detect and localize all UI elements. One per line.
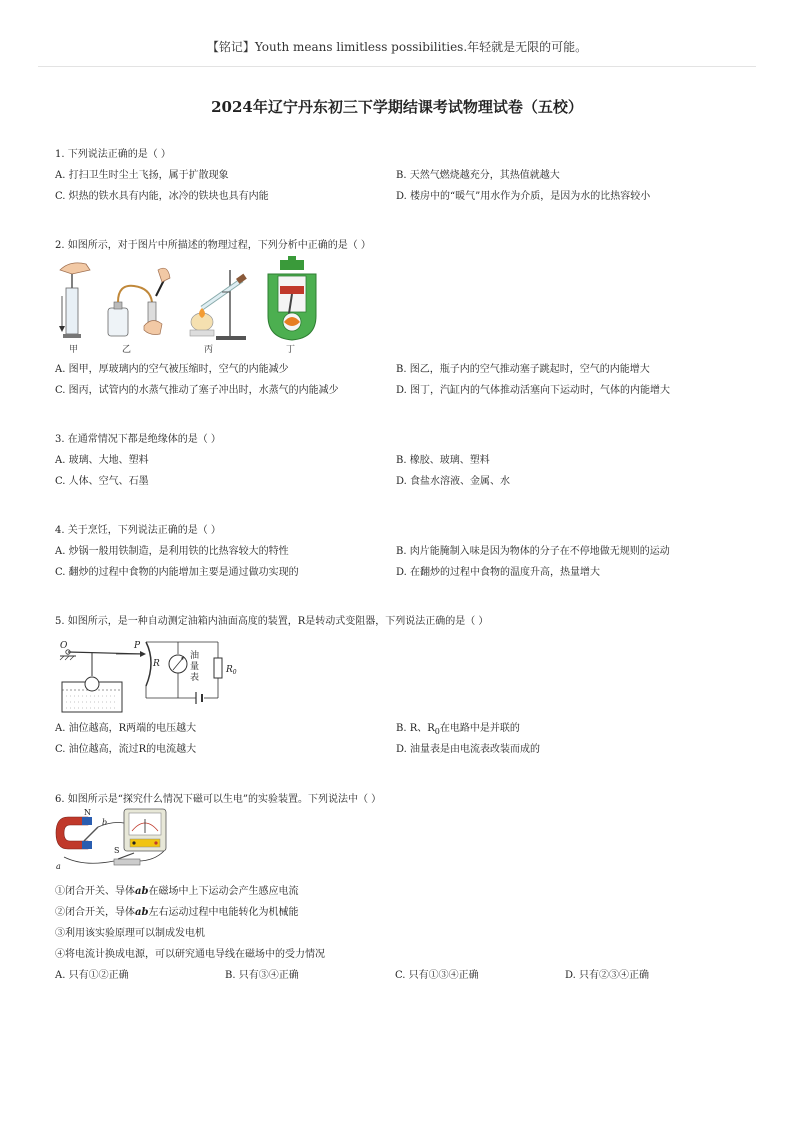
fig6-label-b: b [102, 818, 108, 827]
q6-option-a[interactable]: A. 只有①②正确 [55, 970, 129, 981]
q6-option-b[interactable]: B. 只有③④正确 [225, 970, 299, 981]
figure-bing-test-tube [190, 270, 247, 340]
q6-statement-4: ④将电流计换成电源，可以研究通电导线在磁场中的受力情况 [55, 949, 325, 960]
q2-option-c[interactable]: C. 图丙，试管内的水蒸气推动了塞子冲出时，水蒸气的内能减少 [55, 385, 339, 396]
q6-statement-2: ②闭合开关，导体ab左右运动过程中电能转化为机械能 [55, 907, 299, 918]
figure-label-bing: 丙 [204, 345, 214, 355]
q1-option-a[interactable]: A. 打扫卫生时尘土飞扬，属于扩散现象 [55, 170, 229, 181]
fig6-label-n: N [84, 808, 91, 817]
q6-option-c[interactable]: C. 只有①③④正确 [395, 970, 479, 981]
q2-option-b[interactable]: B. 图乙，瓶子内的空气推动塞子跳起时，空气的内能增大 [396, 364, 650, 375]
q5-option-c[interactable]: C. 油位越高，流过R的电流越大 [55, 744, 197, 755]
fig5-meter-char-1: 油 [190, 651, 200, 661]
question-3-stem: 3. 在通常情况下都是绝缘体的是（ ） [55, 434, 221, 445]
fig5-label-o: O [60, 641, 68, 651]
q1-option-b[interactable]: B. 天然气燃烧越充分，其热值就越大 [396, 170, 560, 181]
fig5-label-p: P [134, 641, 141, 651]
q6-figure-induction-setup [54, 807, 194, 873]
q1-option-d[interactable]: D. 楼房中的“暖气”用水作为介质，是因为水的比热容较小 [396, 191, 651, 202]
fig6-label-a: a [56, 862, 61, 871]
q1-option-c[interactable]: C. 炽热的铁水具有内能，冰冷的铁块也具有内能 [55, 191, 269, 202]
fig6-label-s: S [114, 846, 120, 855]
fig5-meter-char-2: 量 [190, 662, 200, 672]
figure-label-yi: 乙 [122, 345, 132, 355]
figure-jia-compression-tube [59, 263, 90, 338]
q2-option-a[interactable]: A. 图甲，厚玻璃内的空气被压缩时，空气的内能减少 [55, 364, 289, 375]
q4-option-c[interactable]: C. 翻炒的过程中食物的内能增加主要是通过做功实现的 [55, 567, 299, 578]
fig5-label-r0: $R_0$ [226, 665, 237, 676]
figure-yi-bottle-pump [108, 268, 170, 336]
question-6-stem: 6. 如图所示是“探究什么情况下磁可以生电”的实验装置。下列说法中（ ） [55, 794, 382, 805]
question-2-stem: 2. 如图所示，对于图片中所描述的物理过程，下列分析中正确的是（ ） [55, 240, 371, 251]
q2-option-d[interactable]: D. 图丁，汽缸内的气体推动活塞向下运动时，气体的内能增大 [396, 385, 671, 396]
q6-statement-3: ③利用该实验原理可以制成发电机 [55, 928, 205, 939]
question-4-stem: 4. 关于烹饪，下列说法正确的是（ ） [55, 525, 221, 536]
q3-option-d[interactable]: D. 食盐水溶液、金属、水 [396, 476, 511, 487]
fig5-meter-char-3: 表 [190, 673, 200, 683]
q3-option-a[interactable]: A. 玻璃、大地、塑料 [55, 455, 149, 466]
q6-option-d[interactable]: D. 只有②③④正确 [565, 970, 650, 981]
question-1-stem: 1. 下列说法正确的是（ ） [55, 149, 171, 160]
figure-label-ding: 丁 [286, 345, 296, 355]
figure-ding-engine-cylinder [268, 256, 316, 340]
q6-statement-1: ①闭合开关、导体ab在磁场中上下运动会产生感应电流 [55, 886, 299, 897]
q4-option-a[interactable]: A. 炒锅一般用铁制造，是利用铁的比热容较大的特性 [55, 546, 289, 557]
q5-option-a[interactable]: A. 油位越高，R两端的电压越大 [55, 723, 197, 734]
q5-option-b[interactable]: B. R、$R_0$在电路中是并联的 [396, 723, 520, 736]
header-note: 【铭记】Youth means limitless possibilities.年轻就是无限的可能。 [206, 40, 588, 54]
q4-option-b[interactable]: B. 肉片能腌制入味是因为物体的分子在不停地做无规则的运动 [396, 546, 670, 557]
q3-option-b[interactable]: B. 橡胶、玻璃、塑料 [396, 455, 490, 466]
q5-option-d[interactable]: D. 油量表是由电流表改装而成的 [396, 744, 541, 755]
header-rule [38, 66, 756, 67]
fig5-label-r: R [153, 659, 160, 669]
figure-label-jia: 甲 [69, 345, 79, 355]
q5-figure-oil-gauge-circuit [56, 634, 246, 714]
q2-figure [52, 256, 322, 356]
page-title: 2024年辽宁丹东初三下学期结课考试物理试卷（五校） [211, 98, 583, 116]
question-5-stem: 5. 如图所示，是一种自动测定油箱内油面高度的装置，R是转动式变阻器，下列说法正确的是（ ） [55, 616, 489, 627]
q3-option-c[interactable]: C. 人体、空气、石墨 [55, 476, 149, 487]
q4-option-d[interactable]: D. 在翻炒的过程中食物的温度升高，热量增大 [396, 567, 601, 578]
